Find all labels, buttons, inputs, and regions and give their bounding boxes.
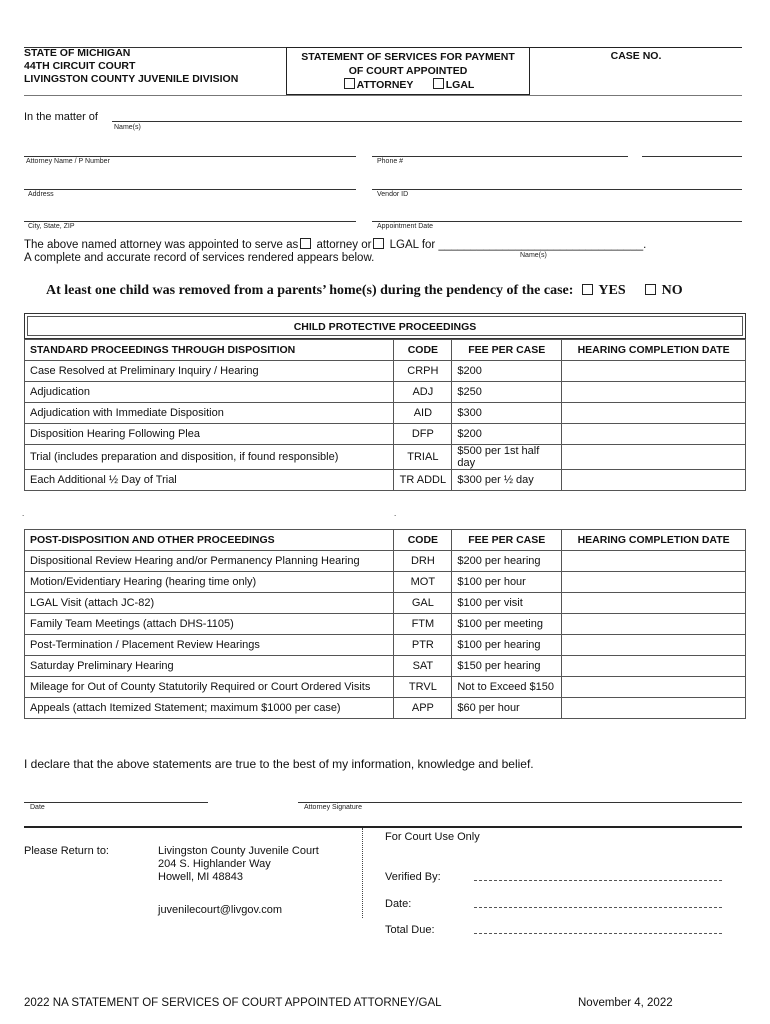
- code-cell: SAT: [394, 656, 452, 677]
- proceeding-cell: Appeals (attach Itemized Statement; maximum $1000 per case): [25, 698, 394, 719]
- hearing-date-cell[interactable]: [562, 424, 746, 445]
- code-cell: APP: [394, 698, 452, 719]
- proceeding-cell: Adjudication: [25, 382, 394, 403]
- return-email[interactable]: juvenilecourt@livgov.com: [158, 904, 283, 916]
- hearing-date-cell[interactable]: [562, 614, 746, 635]
- proceeding-cell: LGAL Visit (attach JC-82): [25, 593, 394, 614]
- hearing-date-cell[interactable]: [562, 361, 746, 382]
- proceeding-cell: Motion/Evidentiary Hearing (hearing time only): [25, 572, 394, 593]
- fee-cell: $100 per hour: [452, 572, 562, 593]
- lgal-checkbox[interactable]: [433, 78, 444, 89]
- attorney-name-input[interactable]: [24, 156, 356, 157]
- hearing-date-cell[interactable]: [562, 470, 746, 491]
- hearing-date-cell[interactable]: [562, 635, 746, 656]
- cpp-header-cell: FEE PER CASE: [452, 340, 562, 361]
- post-row: [25, 677, 746, 698]
- code-cell: TRVL: [394, 677, 452, 698]
- proceeding-cell: Case Resolved at Preliminary Inquiry / Hearing: [25, 361, 394, 382]
- county-division: LIVINGSTON COUNTY JUVENILE DIVISION: [24, 73, 239, 85]
- hearing-date-cell[interactable]: [562, 698, 746, 719]
- post-table: [24, 529, 746, 719]
- vendor-id-input[interactable]: [372, 189, 742, 190]
- proceeding-cell: Adjudication with Immediate Disposition: [25, 403, 394, 424]
- post-row: [25, 656, 746, 677]
- matter-names-input[interactable]: [112, 121, 742, 122]
- code-cell: PTR: [394, 635, 452, 656]
- code-cell: FTM: [394, 614, 452, 635]
- post-row: [25, 635, 746, 656]
- matter-label: In the matter of: [24, 111, 98, 123]
- fee-cell: $200: [452, 424, 562, 445]
- code-cell: ADJ: [394, 382, 452, 403]
- state-name: STATE OF MICHIGAN: [24, 47, 131, 59]
- proceeding-cell: Trial (includes preparation and disposition, if found responsible): [25, 445, 394, 470]
- fee-cell: $250: [452, 382, 562, 403]
- cpp-row: [25, 361, 746, 382]
- proceeding-cell: Dispositional Review Hearing and/or Permanency Planning Hearing: [25, 551, 394, 572]
- code-cell: CRPH: [394, 361, 452, 382]
- code-cell: AID: [394, 403, 452, 424]
- attorney-checkbox[interactable]: [344, 78, 355, 89]
- phone-input[interactable]: [372, 156, 628, 157]
- proceeding-cell: Mileage for Out of County Statutorily Required or Court Ordered Visits: [25, 677, 394, 698]
- code-cell: DRH: [394, 551, 452, 572]
- cpp-row: [25, 403, 746, 424]
- cpp-table: [24, 339, 746, 491]
- footer-form-name: 2022 NA STATEMENT OF SERVICES OF COURT APPOINTED ATTORNEY/GAL: [24, 997, 442, 1009]
- cpp-row: [25, 424, 746, 445]
- form-title: STATEMENT OF SERVICES FOR PAYMENT OF COURT APPOINTED ATTORNEY LGAL: [286, 47, 530, 95]
- return-label: Please Return to:: [24, 845, 109, 857]
- hearing-date-cell[interactable]: [562, 593, 746, 614]
- cpp-header-cell: STANDARD PROCEEDINGS THROUGH DISPOSITION: [25, 340, 394, 361]
- verified-by-input[interactable]: [474, 880, 722, 881]
- post-header-cell: HEARING COMPLETION DATE: [562, 530, 746, 551]
- footer-date: November 4, 2022: [578, 997, 673, 1009]
- appointment-statement: The above named attorney was appointed to serve as attorney or LGAL for ________________________________.: [24, 239, 647, 251]
- hearing-date-cell[interactable]: [562, 572, 746, 593]
- cpp-header-cell: CODE: [394, 340, 452, 361]
- fee-cell: $200 per hearing: [452, 551, 562, 572]
- post-header-cell: FEE PER CASE: [452, 530, 562, 551]
- no-checkbox[interactable]: [645, 284, 656, 295]
- fee-cell: $300 per ½ day: [452, 470, 562, 491]
- hearing-date-cell[interactable]: [562, 445, 746, 470]
- attorney-signature-input[interactable]: [298, 802, 742, 803]
- court-use-title: For Court Use Only: [385, 831, 480, 843]
- fee-cell: Not to Exceed $150: [452, 677, 562, 698]
- declaration-text: I declare that the above statements are true to the best of my information, knowledge and belief.: [24, 757, 534, 771]
- fee-cell: $100 per hearing: [452, 635, 562, 656]
- cpp-header-cell: HEARING COMPLETION DATE: [562, 340, 746, 361]
- code-cell: MOT: [394, 572, 452, 593]
- cpp-row: [25, 445, 746, 470]
- appointment-date-input[interactable]: [372, 221, 742, 222]
- fee-cell: $150 per hearing: [452, 656, 562, 677]
- code-cell: GAL: [394, 593, 452, 614]
- post-row: [25, 551, 746, 572]
- record-statement: A complete and accurate record of services rendered appears below.: [24, 252, 375, 264]
- fee-cell: $200: [452, 361, 562, 382]
- fee-cell: $60 per hour: [452, 698, 562, 719]
- circuit-court: 44TH CIRCUIT COURT: [24, 60, 136, 72]
- cpp-section-title: CHILD PROTECTIVE PROCEEDINGS: [24, 313, 746, 339]
- serve-attorney-checkbox[interactable]: [300, 238, 311, 249]
- code-cell: TRIAL: [394, 445, 452, 470]
- address-input[interactable]: [24, 189, 356, 190]
- proceeding-cell: Disposition Hearing Following Plea: [25, 424, 394, 445]
- hearing-date-cell[interactable]: [562, 677, 746, 698]
- post-row: [25, 593, 746, 614]
- proceeding-cell: Each Additional ½ Day of Trial: [25, 470, 394, 491]
- court-header: [24, 47, 238, 86]
- hearing-date-cell[interactable]: [562, 382, 746, 403]
- cpp-row: [25, 470, 746, 491]
- date-input[interactable]: [24, 802, 208, 803]
- post-header-cell: POST-DISPOSITION AND OTHER PROCEEDINGS: [25, 530, 394, 551]
- city-input[interactable]: [24, 221, 356, 222]
- return-address: Livingston County Juvenile Court 204 S. Highlander Way Howell, MI 48843: [158, 845, 319, 883]
- proceeding-cell: Family Team Meetings (attach DHS-1105): [25, 614, 394, 635]
- phone-ext-input[interactable]: [642, 156, 742, 157]
- hearing-date-cell[interactable]: [562, 551, 746, 572]
- cpp-header-row: [25, 340, 746, 361]
- code-cell: DFP: [394, 424, 452, 445]
- case-number-field[interactable]: CASE NO.: [530, 47, 742, 95]
- fee-cell: $500 per 1st half day: [452, 445, 562, 470]
- post-header-row: [25, 530, 746, 551]
- proceeding-cell: Saturday Preliminary Hearing: [25, 656, 394, 677]
- proceeding-cell: Post-Termination / Placement Review Hearings: [25, 635, 394, 656]
- fee-cell: $100 per meeting: [452, 614, 562, 635]
- hearing-date-cell[interactable]: [562, 403, 746, 424]
- court-date-label: Date:: [385, 898, 412, 910]
- code-cell: TR ADDL: [394, 470, 452, 491]
- fee-cell: $300: [452, 403, 562, 424]
- verified-by-label: Verified By:: [385, 871, 441, 883]
- court-date-input[interactable]: [474, 907, 722, 908]
- yes-checkbox[interactable]: [582, 284, 593, 295]
- serve-lgal-checkbox[interactable]: [373, 238, 384, 249]
- post-row: [25, 698, 746, 719]
- post-row: [25, 572, 746, 593]
- total-due-input[interactable]: [474, 933, 722, 934]
- cpp-row: [25, 382, 746, 403]
- child-removed-question: At least one child was removed from a parents’ home(s) during the pendency of the case: YES NO: [46, 283, 683, 298]
- post-row: [25, 614, 746, 635]
- fee-cell: $100 per visit: [452, 593, 562, 614]
- total-due-label: Total Due:: [385, 924, 435, 936]
- post-header-cell: CODE: [394, 530, 452, 551]
- hearing-date-cell[interactable]: [562, 656, 746, 677]
